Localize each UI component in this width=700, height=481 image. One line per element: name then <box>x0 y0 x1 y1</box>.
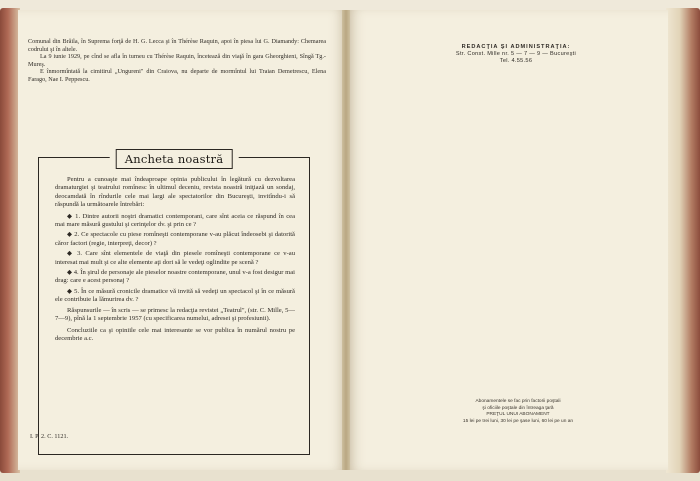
survey-answers-note: Răspunsurile — în scris — se primesc la redacţia revistei „Teatrul", (str. C. Mille, 5—7—9), pînă la 1 septembrie 1957 (cu specificarea numelui, adresei şi profesiunii). <box>55 306 295 323</box>
survey-title-wrap <box>110 149 239 169</box>
survey-question: ◆ 5. În ce măsură cronicile dramatice vă invită să vedeţi un spectacol şi în ce măsură ele contribuie la lămurirea dv. ? <box>55 287 295 304</box>
survey-conclusion: Concluziile ca şi opiniile cele mai interesante se vor publica în numărul nostru pe decembrie a.c. <box>55 326 295 342</box>
printer-code: I. P. 2. C. 1121. <box>30 433 69 440</box>
subscription-price-title: PREŢUL UNUI ABONAMENT <box>486 412 550 418</box>
survey-question: ◆ 3. Care sînt elementele de viaţă din piesele romîneşti contemporane ce v-au interesat mai mult şi ce alte elemente aţi dori să le vedeţi oglindite pe scenă ? <box>55 250 295 266</box>
survey-question: ◆ 4. În şirul de personaje ale pieselor noastre contemporane, unul v-a fost desigur mai drag: care e acest personaj ? <box>55 269 295 285</box>
survey-title: Ancheta noastră <box>116 149 233 169</box>
book-cover-right-edge <box>666 8 700 473</box>
survey-box <box>38 152 310 455</box>
book-cover-left-edge <box>0 8 20 473</box>
subscription-line: Abonamentele se fac prin factorii poştali <box>475 399 561 404</box>
biography-paragraph: Comunal din Brăila, în Suprema forţă de H. G. Lecca şi în Thérèse Raquin, apoi în piesa lui G. Diamandy: Chemarea codrului şi în altele. <box>28 38 326 53</box>
biography-paragraph: E înmormîntată la cimitirul „Ungureni" din Craiova, nu departe de mormîntul lui Traian Demetrescu, Elena Farago, Nae I. Peppescu. <box>28 68 326 83</box>
book-gutter <box>342 10 350 470</box>
biography-paragraph: La 9 iunie 1929, pe cînd se afla în turneu cu Thérèse Raquin, încetează din viaţă în gara Gheorghieni, Sîngă Tg.-Mureş. <box>28 53 326 68</box>
editorial-heading: REDACŢIA ŞI ADMINISTRAŢIA: <box>461 44 571 50</box>
subscription-block <box>408 399 628 425</box>
survey-body <box>55 176 295 346</box>
biography-paragraphs <box>28 38 326 84</box>
survey-intro: Pentru a cunoaşte mai îndeaproape opinia publicului în legătură cu dezvoltarea dramaturgiei şi teatrului romînesc în ultimul deceniu, revista noastră iniţiază un sondaj, deocamdată în rîndurile cele mai largi ale spectatorilor din Bucureşti, invitîndu-i să răspundă la următoarele întrebări: <box>55 176 295 209</box>
editorial-phone: Tel. 4.55.56 <box>499 58 533 65</box>
subscription-line: şi oficiile poştale din întreaga ţară <box>482 405 554 411</box>
subscription-prices: 15 lei pe trei luni, 30 lei pe şase luni, 60 lei pe un an <box>462 418 574 424</box>
editorial-address: Str. Const. Mille nr. 5 — 7 — 9 — Bucureşti <box>455 51 577 58</box>
editorial-address-block <box>436 44 596 66</box>
survey-question: ◆ 1. Dintre autorii noştri dramatici contemporani, care sînt aceia ce răspund în cea mai mare măsură gustului şi cerinţelor dv. şi prin ce ? <box>55 212 295 229</box>
survey-question: ◆ 2. Ce spectacole cu piese romîneşti contemporane v-au plăcut îndeosebi şi datorită căror factori (regie, interpreţi, decor) ? <box>55 231 295 247</box>
